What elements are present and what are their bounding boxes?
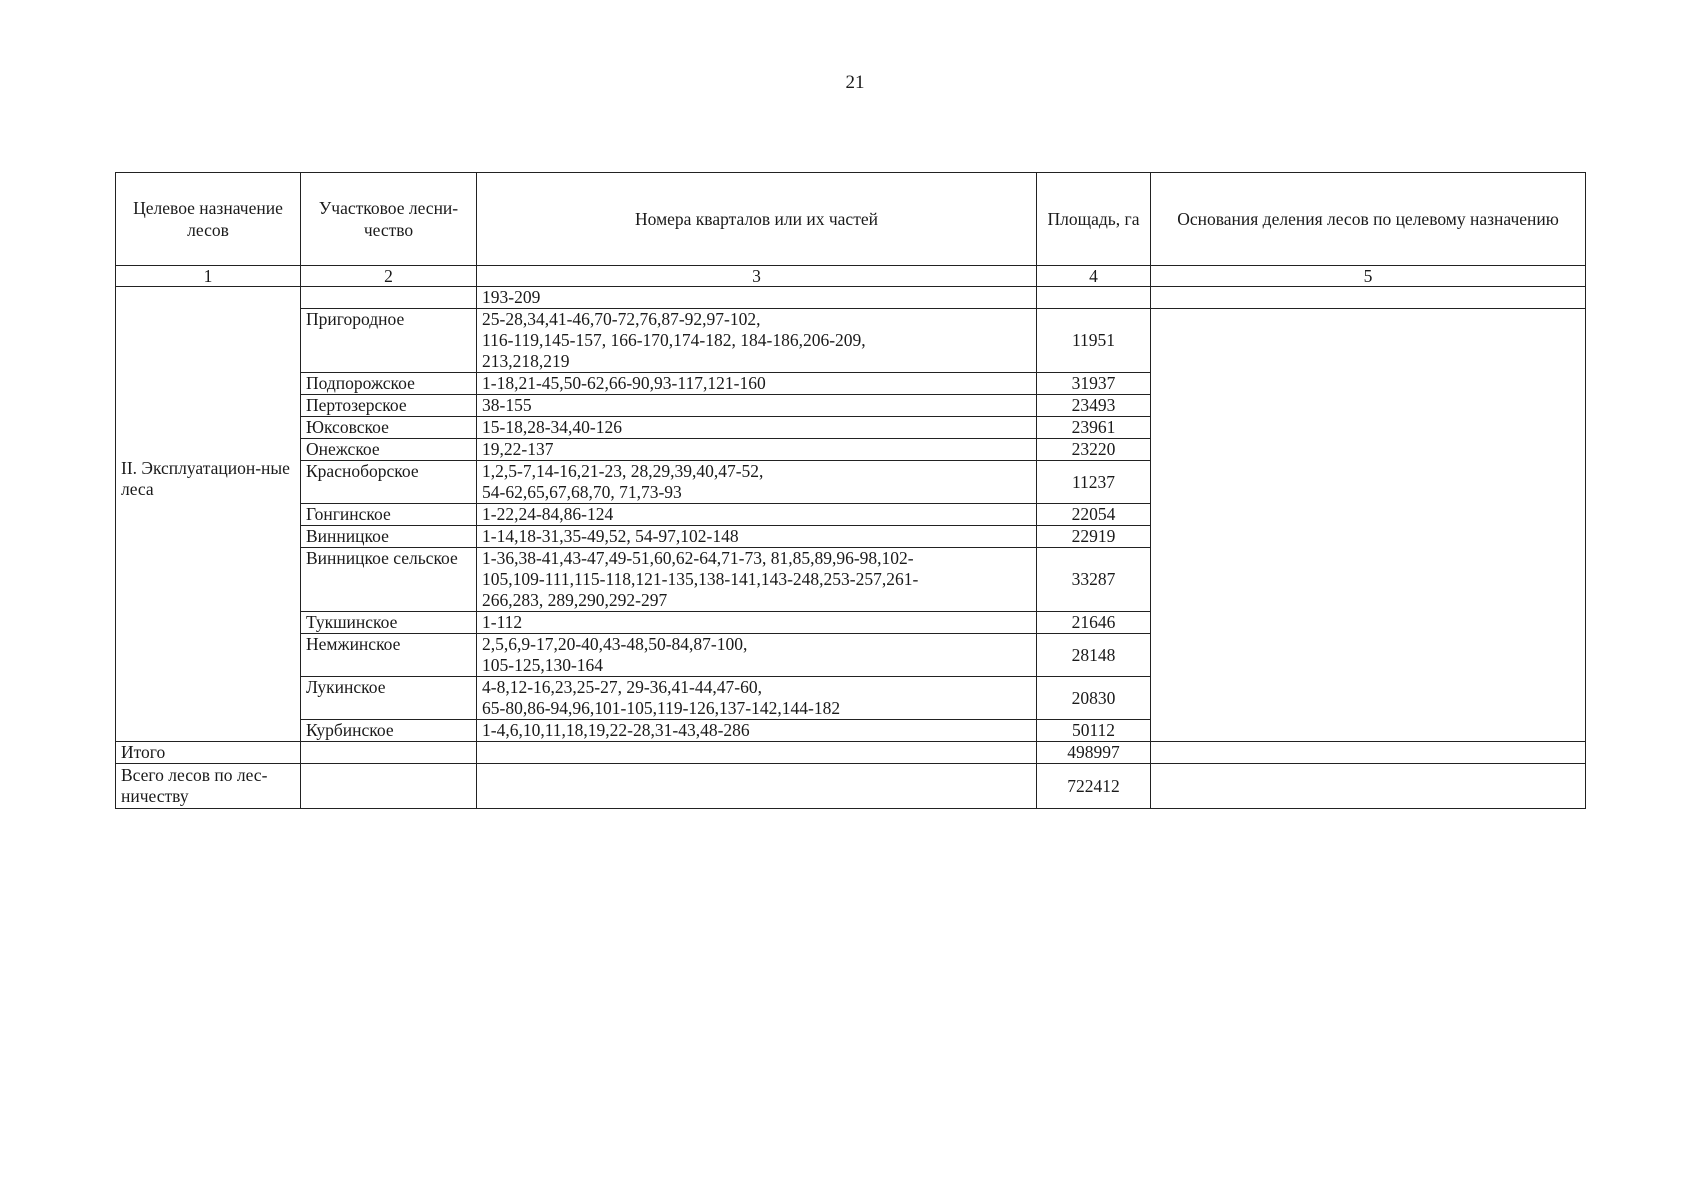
- quarters-cell: 19,22-137: [477, 439, 1037, 461]
- column-number: 3: [477, 266, 1037, 287]
- forestry-cell: Пертозерское: [301, 395, 477, 417]
- area-cell: 22919: [1037, 526, 1151, 548]
- area-cell: 20830: [1037, 677, 1151, 720]
- area-cell: 11951: [1037, 309, 1151, 373]
- forestry-cell: Подпорожское: [301, 373, 477, 395]
- subtotal-area: 498997: [1037, 742, 1151, 764]
- area-cell: 21646: [1037, 612, 1151, 634]
- forestry-cell: Немжинское: [301, 634, 477, 677]
- total-row: [116, 764, 1586, 809]
- empty-cell: [1151, 287, 1586, 309]
- empty-cell: [477, 764, 1037, 809]
- column-number: 1: [116, 266, 301, 287]
- empty-cell: [477, 742, 1037, 764]
- forestry-cell: Курбинское: [301, 720, 477, 742]
- page-number: 21: [845, 72, 865, 93]
- area-cell: 28148: [1037, 634, 1151, 677]
- empty-cell: [301, 764, 477, 809]
- total-label: Всего лесов по лес-ничеству: [116, 764, 301, 809]
- quarters-cell: 15-18,28-34,40-126: [477, 417, 1037, 439]
- empty-cell: [116, 287, 301, 309]
- header-area: Площадь, га: [1037, 173, 1151, 266]
- quarters-cell: 1-112: [477, 612, 1037, 634]
- area-cell: [1037, 287, 1151, 309]
- forestry-cell: Винницкое: [301, 526, 477, 548]
- basis-cell: [1151, 309, 1586, 742]
- area-cell: 23961: [1037, 417, 1151, 439]
- area-cell: 11237: [1037, 461, 1151, 504]
- forestry-cell: Красноборское: [301, 461, 477, 504]
- quarters-cell: 2,5,6,9-17,20-40,43-48,50-84,87-100, 105-125,130-164: [477, 634, 1037, 677]
- forestry-cell: Онежское: [301, 439, 477, 461]
- forestry-cell: Гонгинское: [301, 504, 477, 526]
- quarters-cell: 1,2,5-7,14-16,21-23, 28,29,39,40,47-52, 54-62,65,67,68,70, 71,73-93: [477, 461, 1037, 504]
- column-number: 4: [1037, 266, 1151, 287]
- quarters-cell: 1-14,18-31,35-49,52, 54-97,102-148: [477, 526, 1037, 548]
- area-cell: 50112: [1037, 720, 1151, 742]
- column-number: 5: [1151, 266, 1586, 287]
- table-row: [116, 309, 1586, 373]
- quarters-cell: 4-8,12-16,23,25-27, 29-36,41-44,47-60, 65-80,86-94,96,101-105,119-126,137-142,144-182: [477, 677, 1037, 720]
- column-number: 2: [301, 266, 477, 287]
- area-cell: 23220: [1037, 439, 1151, 461]
- empty-cell: [1151, 764, 1586, 809]
- forestry-cell: Юксовское: [301, 417, 477, 439]
- quarters-cell: 38-155: [477, 395, 1037, 417]
- quarters-cell: 193-209: [477, 287, 1037, 309]
- quarters-cell: 1-4,6,10,11,18,19,22-28,31-43,48-286: [477, 720, 1037, 742]
- forest-purpose-table: [115, 172, 1586, 809]
- category-cell: II. Эксплуатацион-ные леса: [116, 309, 301, 742]
- quarters-cell: 1-22,24-84,86-124: [477, 504, 1037, 526]
- table-body: [116, 287, 1586, 742]
- quarters-cell: 25-28,34,41-46,70-72,76,87-92,97-102, 116-119,145-157, 166-170,174-182, 184-186,206-209, 213,218,219: [477, 309, 1037, 373]
- forestry-cell: Винницкое сельское: [301, 548, 477, 612]
- forestry-cell: Лукинское: [301, 677, 477, 720]
- area-cell: 33287: [1037, 548, 1151, 612]
- header-basis: Основания деления лесов по целевому назначению: [1151, 173, 1586, 266]
- empty-cell: [301, 742, 477, 764]
- header-row: [116, 173, 1586, 266]
- header-quarters: Номера кварталов или их частей: [477, 173, 1037, 266]
- forestry-cell: Пригородное: [301, 309, 477, 373]
- header-purpose: Целевое назначение лесов: [116, 173, 301, 266]
- area-cell: 22054: [1037, 504, 1151, 526]
- quarters-cell: 1-36,38-41,43-47,49-51,60,62-64,71-73, 81,85,89,96-98,102- 105,109-111,115-118,121-135,138-141,143-248,253-257,261- 266,283, 289,290,292-297: [477, 548, 1037, 612]
- area-cell: 23493: [1037, 395, 1151, 417]
- subtotal-label: Итого: [116, 742, 301, 764]
- table-row: [116, 287, 1586, 309]
- area-cell: 31937: [1037, 373, 1151, 395]
- forestry-cell: [301, 287, 477, 309]
- total-area: 722412: [1037, 764, 1151, 809]
- subtotal-row: [116, 742, 1586, 764]
- column-number-row: [116, 266, 1586, 287]
- header-forestry: Участковое лесни-чество: [301, 173, 477, 266]
- quarters-cell: 1-18,21-45,50-62,66-90,93-117,121-160: [477, 373, 1037, 395]
- empty-cell: [1151, 742, 1586, 764]
- forestry-cell: Тукшинское: [301, 612, 477, 634]
